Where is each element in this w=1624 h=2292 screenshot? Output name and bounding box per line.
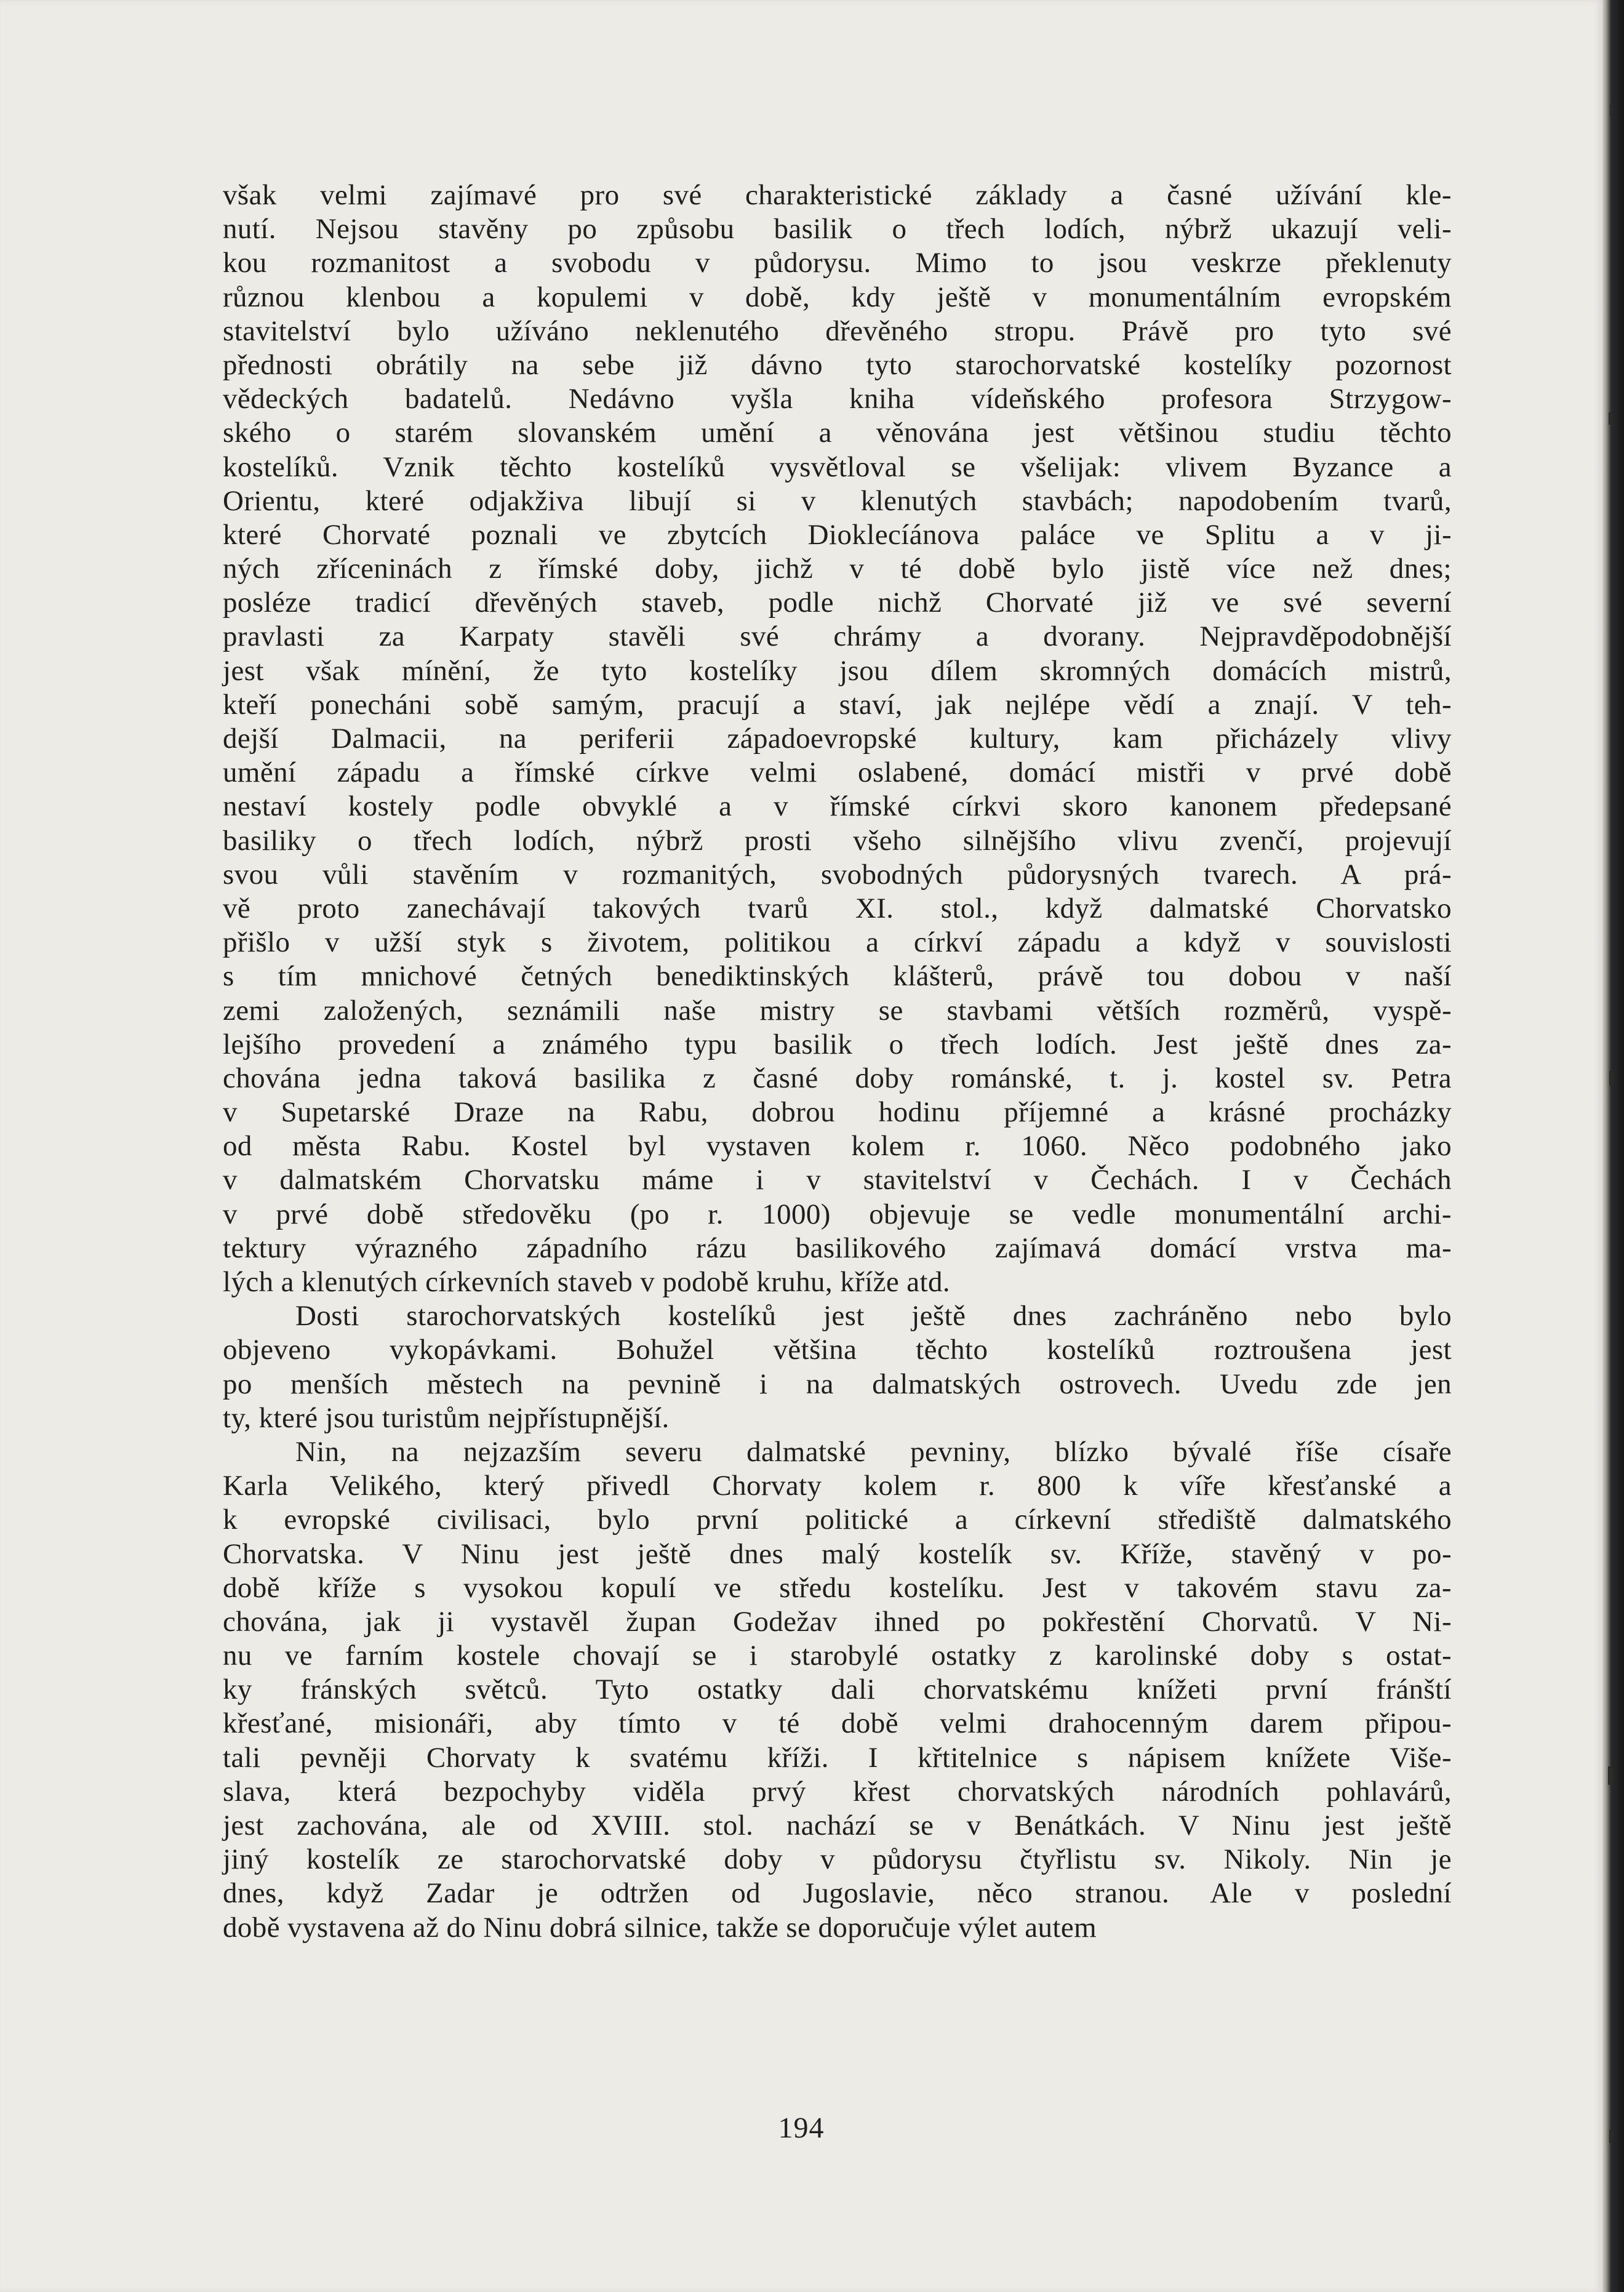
text-line: vě proto zanechávají takových tvarů XI. stol., když dalmatské Chorvatsko — [223, 892, 1452, 924]
text-line: vědeckých badatelů. Nedávno vyšla kniha vídeňského profesora Strzygow- — [223, 383, 1452, 415]
paragraph-1 — [223, 178, 1452, 1299]
text-line: kou rozmanitost a svobodu v půdorysu. Mimo to jsou veskrze překlenuty — [223, 247, 1452, 279]
text-line: dnes, když Zadar je odtržen od Jugoslavie, něco stranou. Ale v poslední — [223, 1877, 1452, 1910]
text-line: tali pevněji Chorvaty k svatému kříži. I křtitelnice s nápisem knížete Više- — [223, 1741, 1452, 1774]
text-line: k evropské civilisaci, bylo první politické a církevní střediště dalmatského — [223, 1504, 1452, 1536]
text-line: chována jedna taková basilika z časné doby románské, t. j. kostel sv. Petra — [223, 1062, 1452, 1094]
text-line: však velmi zajímavé pro své charakteristické základy a časné užívání kle- — [223, 179, 1452, 211]
text-line: dejší Dalmacii, na periferii západoevropské kultury, kam přicházely vlivy — [223, 723, 1452, 755]
text-line: objeveno vykopávkami. Bohužel většina těchto kostelíků roztroušena jest — [223, 1334, 1452, 1366]
text-line: svou vůli stavěním v rozmanitých, svobodných půdorysných tvarech. A prá- — [223, 858, 1452, 891]
text-line: od města Rabu. Kostel byl vystaven kolem r. 1060. Něco podobného jako — [223, 1130, 1452, 1163]
text-line: jiný kostelík ze starochorvatské doby v půdorysu čtyřlistu sv. Nikoly. Nin je — [223, 1843, 1452, 1876]
text-line: ského o starém slovanském umění a věnována jest většinou studiu těchto — [223, 417, 1452, 449]
text-line: umění západu a římské církve velmi oslabené, domácí mistři v prvé době — [223, 756, 1452, 789]
text-line: jest však mínění, že tyto kostelíky jsou dílem skromných domácích mistrů, — [223, 654, 1452, 687]
page-number: 194 — [778, 2112, 825, 2144]
edge-mark — [1608, 1766, 1612, 1785]
text-line: nestaví kostely podle obvyklé a v římské církvi skoro kanonem předepsané — [223, 790, 1452, 823]
edge-mark — [1610, 105, 1612, 116]
text-line: přišlo v užší styk s životem, politikou a církví západu a když v souvislosti — [223, 926, 1452, 959]
text-line: jest zachována, ale od XVIII. stol. nachází se v Benátkách. V Ninu jest ještě — [223, 1809, 1452, 1841]
text-line: nu ve farním kostele chovají se i starobylé ostatky z karolinské doby s ostat- — [223, 1640, 1452, 1672]
text-line: Karla Velikého, který přivedl Chorvaty kolem r. 800 k víře křesťanské a — [223, 1470, 1452, 1502]
text-line: Dosti starochorvatských kostelíků jest ještě dnes zachráněno nebo bylo — [295, 1300, 1452, 1332]
text-line: ných zříceninách z římské doby, jichž v té době bylo jistě více než dnes; — [223, 553, 1452, 585]
text-line: lých a klenutých církevních staveb v podobě kruhu, kříže atd. — [223, 1266, 951, 1298]
text-line: ky fránských světců. Tyto ostatky dali chorvatskému knížeti první fránští — [223, 1673, 1452, 1706]
text-line: kostelíků. Vznik těchto kostelíků vysvětloval se všelijak: vlivem Byzance a — [223, 451, 1452, 483]
edge-mark — [1609, 412, 1612, 425]
body-text — [223, 178, 1452, 1945]
text-line: lejšího provedení a známého typu basilik o třech lodích. Jest ještě dnes za- — [223, 1028, 1452, 1060]
text-line: době kříže s vysokou kopulí ve středu kostelíku. Jest v takovém stavu za- — [223, 1571, 1452, 1604]
text-line: slava, která bezpochyby viděla prvý křest chorvatských národních pohlavárů, — [223, 1775, 1452, 1808]
paragraph-2 — [223, 1299, 1452, 1435]
text-line: ty, které jsou turistům nejpřístupnější. — [223, 1401, 670, 1434]
edge-mark — [1609, 2130, 1612, 2143]
text-line: Chorvatska. V Ninu jest ještě dnes malý kostelík sv. Kříže, stavěný v po- — [223, 1537, 1452, 1570]
text-line: po menších městech na pevnině i na dalmatských ostrovech. Uvedu zde jen — [223, 1368, 1452, 1400]
text-line: Nin, na nejzazším severu dalmatské pevniny, blízko bývalé říše císaře — [295, 1435, 1452, 1468]
text-line: posléze tradicí dřevěných staveb, podle nichž Chorvaté již ve své severní — [223, 587, 1452, 619]
paragraph-3 — [223, 1435, 1452, 1945]
text-line: v dalmatském Chorvatsku máme i v stavitelství v Čechách. I v Čechách — [223, 1164, 1452, 1196]
page-edge-shadow — [1602, 0, 1624, 2292]
text-line: zemi založených, seznámili naše mistry se stavbami větších rozměrů, vyspě- — [223, 994, 1452, 1027]
text-line: době vystavena až do Ninu dobrá silnice, takže se doporučuje výlet autem — [223, 1911, 1097, 1944]
text-line: tektury výrazného západního rázu basilikového zajímavá domácí vrstva ma- — [223, 1232, 1452, 1264]
text-line: přednosti obrátily na sebe již dávno tyto starochorvatské kostelíky pozornost — [223, 348, 1452, 381]
text-line: pravlasti za Karpaty stavěli své chrámy a dvorany. Nejpravděpodobnější — [223, 620, 1452, 653]
text-line: v Supetarské Draze na Rabu, dobrou hodinu příjemné a krásné procházky — [223, 1096, 1452, 1129]
text-line: stavitelství bylo užíváno neklenutého dřevěného stropu. Právě pro tyto své — [223, 315, 1452, 347]
edge-mark — [1609, 1071, 1612, 1086]
text-line: které Chorvaté poznali ve zbytcích Dioklecíánova paláce ve Splitu a v ji- — [223, 518, 1452, 551]
text-line: různou klenbou a kopulemi v době, kdy ještě v monumentálním evropském — [223, 281, 1452, 313]
text-line: křesťané, misionáři, aby tímto v té době velmi drahocenným darem připou- — [223, 1707, 1452, 1740]
text-line: chována, jak ji vystavěl župan Godežav ihned po pokřestění Chorvatů. V Ni- — [223, 1605, 1452, 1638]
text-line: basiliky o třech lodích, nýbrž prosti všeho silnějšího vlivu zvenčí, projevují — [223, 824, 1452, 857]
text-line: v prvé době středověku (po r. 1000) objevuje se vedle monumentální archi- — [223, 1198, 1452, 1230]
text-line: s tím mnichové četných benediktinských klášterů, právě tou dobou v naší — [223, 960, 1452, 993]
text-line: kteří ponecháni sobě samým, pracují a staví, jak nejlépe vědí a znají. V teh- — [223, 688, 1452, 721]
text-line: nutí. Nejsou stavěny po způsobu basilik o třech lodích, nýbrž ukazují veli- — [223, 213, 1452, 246]
text-line: Orientu, které odjakživa libují si v klenutých stavbách; napodobením tvarů, — [223, 484, 1452, 517]
